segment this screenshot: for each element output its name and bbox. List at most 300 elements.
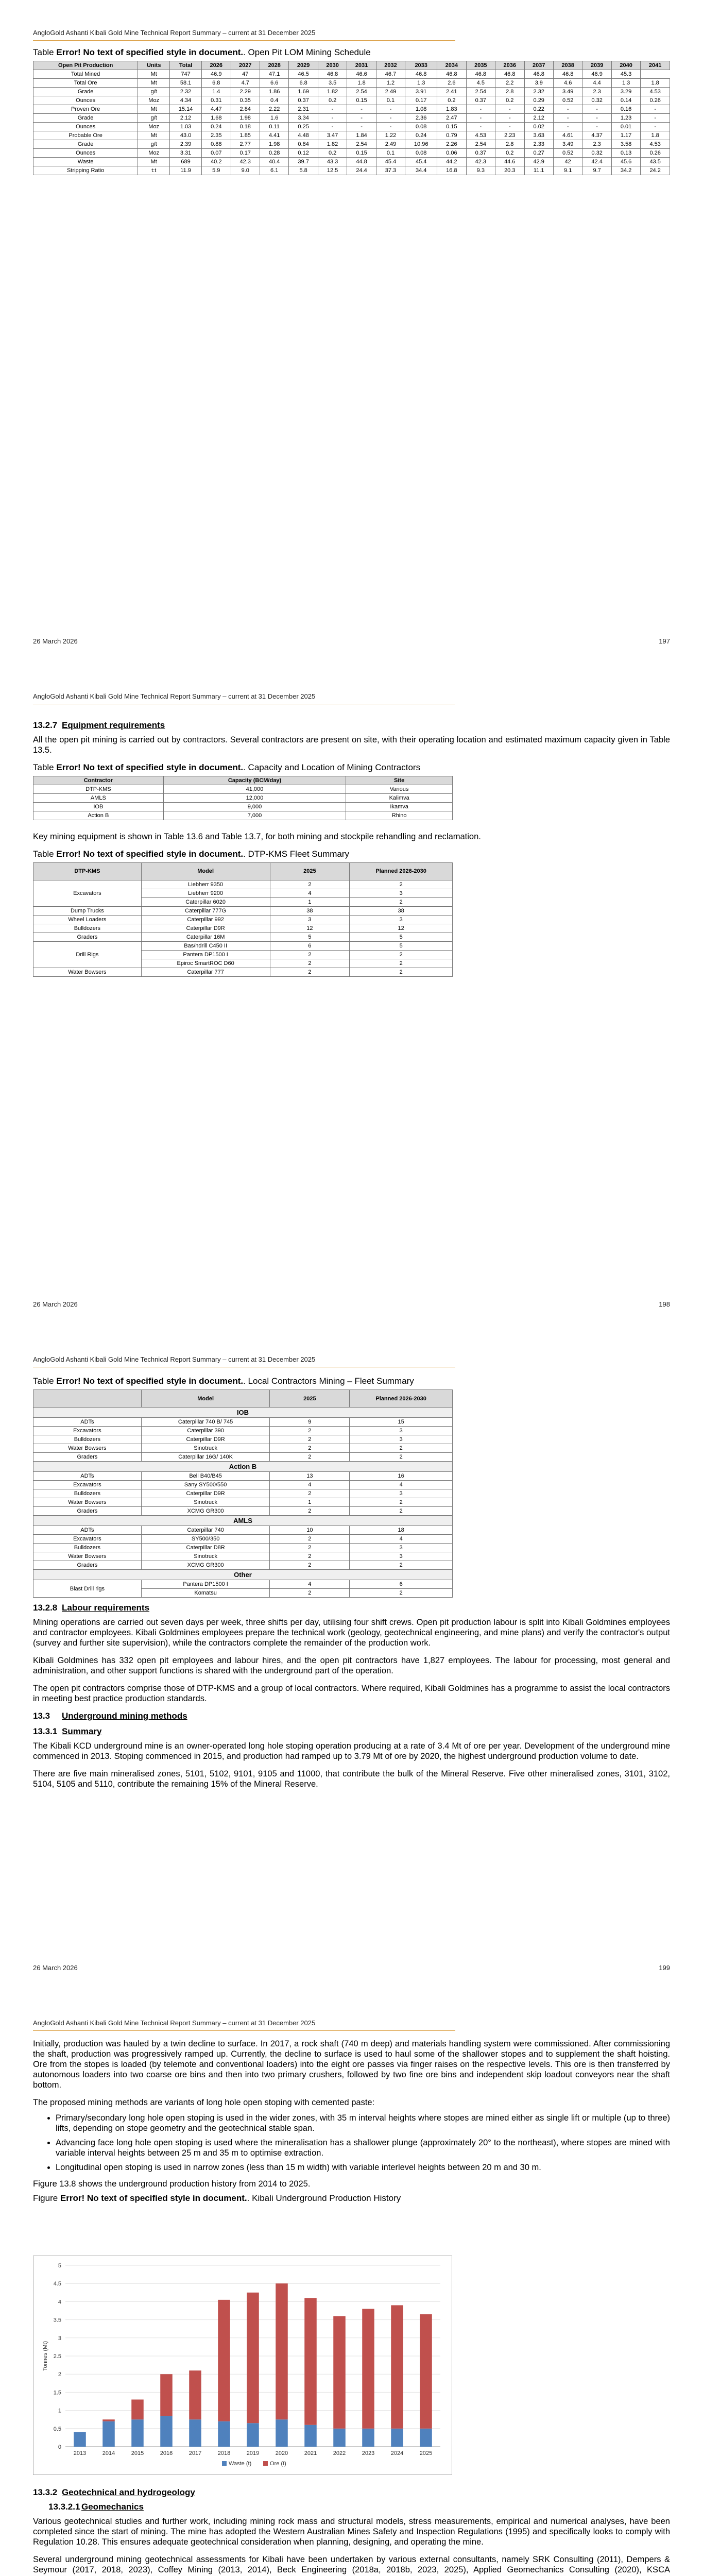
table-header-row — [33, 1390, 453, 1408]
table-cell: SY500/350 — [141, 1535, 270, 1544]
table-cell: Komatsu — [141, 1589, 270, 1598]
table-cell: 2 — [270, 959, 350, 968]
table-cell: Bas/ndrill C450 II — [141, 941, 270, 950]
table-cell: Caterpillar D8R — [141, 1544, 270, 1552]
table-cell: Probable Ore — [33, 131, 138, 140]
table-cell: 18 — [350, 1526, 453, 1535]
table-cell: 2 — [350, 1507, 453, 1516]
table-cell: 0.26 — [641, 149, 670, 158]
table-cell: 3 — [350, 889, 453, 897]
table-cell: 2.32 — [524, 88, 553, 96]
table-cell: 4 — [350, 1535, 453, 1544]
table-cell: 2 — [350, 1453, 453, 1462]
bar-waste-2015 — [131, 2419, 144, 2447]
page-content — [33, 47, 670, 175]
table-cell: 0.2 — [495, 149, 524, 158]
table-cell: Drill Rigs — [33, 941, 142, 968]
header-rule — [33, 2030, 455, 2031]
header-rule — [33, 40, 455, 41]
table-cell: 4 — [270, 889, 350, 897]
table-group-row — [33, 1462, 453, 1472]
table-cell: 47 — [231, 70, 260, 79]
list-item: • Primary/secondary long hole open stoping is used in the wider zones, with 35 m interval heights where stopes are mined either as single lift or multiple (up to three) lifts, depending on stope geometry and the geotechnical stable span. — [56, 2113, 670, 2133]
table-cell: Total Mined — [33, 70, 138, 79]
table-cell: - — [553, 105, 582, 114]
page-number: 199 — [659, 1963, 670, 1972]
table-cell: 2.47 — [437, 114, 466, 123]
table-cell: 4.48 — [289, 131, 318, 140]
table-cell: Moz — [138, 149, 170, 158]
table-header-cell: 2036 — [495, 61, 524, 70]
table-cell: Kalimva — [346, 793, 453, 802]
bar-ore-2024 — [391, 2305, 403, 2428]
table-cell: 4.61 — [553, 131, 582, 140]
x-tick-label: 2017 — [188, 2450, 202, 2456]
table-cell: 45.4 — [376, 158, 405, 166]
bar-ore-2021 — [304, 2298, 317, 2425]
table-header-cell — [33, 1390, 142, 1408]
table-cell: 1.03 — [170, 123, 202, 131]
table-cell: Graders — [33, 1453, 142, 1462]
table-cell: 4.53 — [466, 131, 495, 140]
table-cell: 0.14 — [611, 96, 640, 105]
table-cell: 39.7 — [289, 158, 318, 166]
table-cell: Bulldozers — [33, 924, 142, 933]
table-cell: 2 — [270, 1535, 350, 1544]
table-row — [33, 1453, 453, 1462]
table-cell: 46.8 — [466, 70, 495, 79]
table-cell: 46.9 — [582, 70, 611, 79]
table-cell: 1.8 — [641, 131, 670, 140]
table-cell: 6.8 — [289, 79, 318, 88]
table-cell: 4.53 — [641, 140, 670, 149]
table-cell: 44.6 — [495, 158, 524, 166]
table-cell: 2.39 — [170, 140, 202, 149]
table-cell: 2.49 — [376, 140, 405, 149]
table-cell: ADTs — [33, 1472, 142, 1481]
paragraph: Various geotechnical studies and further work, including mining rock mass and structural models, stress measurements, empirical and numerical analyses, have been completed since the start of mining. The mine has adopted the Western Australian Mines Safety and Inspection Regulations (1995) and specifically looks to comply with Regulation 10.28. This ensures adequate geotechnical consideration when planning, designing, and operating the mine. — [33, 2516, 670, 2547]
table-cell: DTP-KMS — [33, 785, 164, 793]
table-cell: 0.32 — [582, 149, 611, 158]
table-cell: 0.24 — [202, 123, 231, 131]
table-cell: Caterpillar 740 — [141, 1526, 270, 1535]
table-cell: Grade — [33, 140, 138, 149]
table-cell: 0.07 — [202, 149, 231, 158]
table-cell: 2.6 — [437, 79, 466, 88]
table-header-cell: 2029 — [289, 61, 318, 70]
bar-ore-2018 — [218, 2299, 230, 2421]
table-cell: 3.29 — [611, 88, 640, 96]
table-cell: Pantera DP1500 I — [141, 1580, 270, 1589]
table-cell: - — [641, 105, 670, 114]
table-row — [33, 915, 453, 924]
table-row — [33, 131, 670, 140]
table-cell: 0.2 — [318, 96, 347, 105]
table-cell: 3.47 — [318, 131, 347, 140]
table-cell: 46.8 — [318, 70, 347, 79]
table-row — [33, 793, 453, 802]
table-header-cell: Model — [141, 1390, 270, 1408]
x-tick-label: 2013 — [73, 2450, 87, 2456]
table-cell: - — [347, 123, 376, 131]
table-cell: Graders — [33, 1507, 142, 1516]
table-cell: 0.2 — [437, 96, 466, 105]
table-cell: 0.12 — [289, 149, 318, 158]
table-cell: 9.1 — [553, 166, 582, 175]
table-cell: Grade — [33, 114, 138, 123]
page-number: 197 — [659, 637, 670, 645]
table-caption: Table Error! No text of specified style in document.. Local Contractors Mining – Fleet Summary — [33, 1376, 414, 1386]
table-cell: - — [318, 114, 347, 123]
table-cell: 15.14 — [170, 105, 202, 114]
table-header-cell: 2040 — [611, 61, 640, 70]
table-header-row — [33, 862, 453, 880]
table-header-cell: Planned 2026-2030 — [350, 862, 453, 880]
table-cell: Other — [33, 1570, 453, 1580]
table-cell: 1.82 — [318, 140, 347, 149]
table-cell: 1.22 — [376, 131, 405, 140]
table-cell: 1.23 — [611, 114, 640, 123]
table-cell: 46.8 — [495, 70, 524, 79]
table-cell: 2 — [270, 950, 350, 959]
table-cell: 6 — [270, 941, 350, 950]
table-header-cell: 2039 — [582, 61, 611, 70]
table-cell: 46.8 — [405, 70, 437, 79]
list-item: • Advancing face long hole open stoping is used where the mineralisation has a shallower plunge (approximately 20° to the northeast), where stopes are mined with variable interval heights between 25 m and 35 m to optimise extraction. — [56, 2138, 670, 2158]
table-cell: IOB — [33, 1408, 453, 1418]
bar-waste-2023 — [362, 2428, 374, 2446]
bar-waste-2018 — [218, 2421, 230, 2446]
table-header-cell: 2025 — [270, 1390, 350, 1408]
table-cell: 4 — [270, 1481, 350, 1489]
table-cell: Excavators — [33, 1427, 142, 1435]
table-cell: Rhino — [346, 811, 453, 820]
table-cell: 2 — [350, 950, 453, 959]
table-cell: 4.34 — [170, 96, 202, 105]
table-cell: 46.6 — [347, 70, 376, 79]
table-row — [33, 166, 670, 175]
table-cell: 42.3 — [231, 158, 260, 166]
y-tick-label: 2 — [58, 2371, 61, 2378]
table-cell: 2 — [270, 1427, 350, 1435]
table-cell: Dump Trucks — [33, 906, 142, 915]
table-row — [33, 968, 453, 976]
table-cell: 0.15 — [347, 149, 376, 158]
table-cell: 1.3 — [611, 79, 640, 88]
bar-waste-2021 — [304, 2425, 317, 2446]
table-cell: 44.8 — [347, 158, 376, 166]
table-cell: 5.9 — [202, 166, 231, 175]
table-cell: 2.41 — [437, 88, 466, 96]
table-cell: Sinotruck — [141, 1444, 270, 1453]
figure-caption: Figure Error! No text of specified style in document.. Kibali Underground Production History — [33, 2193, 401, 2203]
table-cell: - — [347, 114, 376, 123]
table-cell: 3 — [350, 1489, 453, 1498]
table-row — [33, 158, 670, 166]
table-cell: Ikamva — [346, 802, 453, 811]
table-cell: 0.17 — [231, 149, 260, 158]
table-cell: 1 — [270, 1498, 350, 1507]
table-cell: 3.63 — [524, 131, 553, 140]
table-row — [33, 1489, 453, 1498]
table-cell: 0.26 — [641, 96, 670, 105]
table-cell: 1.8 — [347, 79, 376, 88]
table-cell: 2.3 — [582, 140, 611, 149]
table-row — [33, 1544, 453, 1552]
table-header-cell: 2041 — [641, 61, 670, 70]
footer-date: 26 March 2026 — [33, 1963, 78, 1972]
table-cell: 3.49 — [553, 88, 582, 96]
table-row — [33, 1507, 453, 1516]
bar-waste-2022 — [333, 2428, 346, 2446]
table-header-row — [33, 776, 453, 785]
table-cell: 2.77 — [231, 140, 260, 149]
table-cell: 0.35 — [231, 96, 260, 105]
table-cell: 10.96 — [405, 140, 437, 149]
y-tick-label: 1 — [58, 2408, 61, 2414]
table-row — [33, 70, 670, 79]
table-cell: ADTs — [33, 1418, 142, 1427]
table-caption: Table Error! No text of specified style in document.. Open Pit LOM Mining Schedule — [33, 47, 371, 57]
table-row — [33, 1526, 453, 1535]
table-header-cell: Contractor — [33, 776, 164, 785]
table-row — [33, 123, 670, 131]
table-cell: 2 — [350, 968, 453, 976]
table-cell: 3 — [350, 1552, 453, 1561]
table-cell: 11.1 — [524, 166, 553, 175]
table-cell: 12.5 — [318, 166, 347, 175]
x-tick-label: 2024 — [390, 2450, 404, 2456]
table-cell: 12 — [270, 924, 350, 933]
table-cell: g/t — [138, 114, 170, 123]
table-cell: 24.2 — [641, 166, 670, 175]
table-cell: 1.8 — [641, 79, 670, 88]
table-cell: - — [641, 123, 670, 131]
table-cell: Graders — [33, 1561, 142, 1570]
y-tick-label: 2.5 — [53, 2353, 61, 2360]
table-header-cell: 2038 — [553, 61, 582, 70]
table-cell: Liebherr 9350 — [141, 880, 270, 889]
table-cell: 2 — [350, 897, 453, 906]
table-cell: - — [582, 123, 611, 131]
footer-date: 26 March 2026 — [33, 637, 78, 645]
table-cell: - — [466, 114, 495, 123]
table-row — [33, 140, 670, 149]
table-cell: - — [641, 114, 670, 123]
table-cell: 2 — [270, 1507, 350, 1516]
page-content — [33, 715, 670, 977]
table-row — [33, 96, 670, 105]
table-cell: - — [495, 105, 524, 114]
footer-date: 26 March 2026 — [33, 1300, 78, 1308]
table-header-cell: Units — [138, 61, 170, 70]
table-cell: 2 — [350, 1498, 453, 1507]
table-header-cell: Capacity (BCM/day) — [163, 776, 346, 785]
table-cell: 0.22 — [524, 105, 553, 114]
x-tick-label: 2018 — [217, 2450, 231, 2456]
table-cell: 43.0 — [170, 131, 202, 140]
table-cell: 9.0 — [231, 166, 260, 175]
table-cell: 3 — [270, 915, 350, 924]
table-cell: 2.8 — [495, 140, 524, 149]
table-cell: 2 — [350, 1561, 453, 1570]
section-heading: 13.2.7 Equipment requirements — [33, 720, 165, 730]
table-header-cell: 2026 — [202, 61, 231, 70]
contractor-capacity-table — [33, 776, 453, 820]
table-cell: 3.31 — [170, 149, 202, 158]
table-cell: 0.37 — [289, 96, 318, 105]
table-cell: 44.2 — [437, 158, 466, 166]
bar-waste-2014 — [102, 2421, 115, 2446]
table-cell: 58.1 — [170, 79, 202, 88]
table-cell: 2.54 — [347, 88, 376, 96]
bar-ore-2023 — [362, 2309, 374, 2428]
table-cell: 0.2 — [495, 96, 524, 105]
table-cell: - — [376, 105, 405, 114]
table-cell: Water Bowsers — [33, 1552, 142, 1561]
table-header-cell: 2034 — [437, 61, 466, 70]
table-cell: Caterpillar D9R — [141, 1489, 270, 1498]
table-cell: 3.58 — [611, 140, 640, 149]
table-cell: 0.88 — [202, 140, 231, 149]
table-cell: 38 — [270, 906, 350, 915]
table-cell: 24.4 — [347, 166, 376, 175]
table-cell: 5 — [270, 933, 350, 941]
table-cell: Bulldozers — [33, 1435, 142, 1444]
table-row — [33, 1427, 453, 1435]
section-heading: 13.3 Underground mining methods — [33, 1711, 187, 1721]
table-cell: 0.08 — [405, 123, 437, 131]
table-cell: 4.5 — [466, 79, 495, 88]
table-cell: 0.08 — [405, 149, 437, 158]
y-tick-label: 1.5 — [53, 2389, 61, 2396]
legend-label: Ore (t) — [270, 2460, 286, 2467]
table-cell: 2 — [350, 959, 453, 968]
table-cell: t:t — [138, 166, 170, 175]
table-cell: 6.8 — [202, 79, 231, 88]
table-cell: Various — [346, 785, 453, 793]
bar-ore-2022 — [333, 2316, 346, 2428]
table-cell: 0.27 — [524, 149, 553, 158]
table-row — [33, 114, 670, 123]
table-header-cell: 2035 — [466, 61, 495, 70]
table-cell: 0.25 — [289, 123, 318, 131]
table-cell: 1.2 — [376, 79, 405, 88]
table-cell: 46.5 — [289, 70, 318, 79]
table-cell: 4.53 — [641, 88, 670, 96]
table-row — [33, 1561, 453, 1570]
page-200 — [0, 1990, 703, 2576]
table-cell: 9,000 — [163, 802, 346, 811]
table-cell: 2 — [270, 968, 350, 976]
table-cell: Mt — [138, 105, 170, 114]
table-cell: 45.3 — [611, 70, 640, 79]
table-cell: - — [318, 105, 347, 114]
table-cell: 1.83 — [437, 105, 466, 114]
y-tick-label: 3.5 — [53, 2317, 61, 2324]
legend-swatch — [263, 2461, 268, 2466]
table-cell: Caterpillar 390 — [141, 1427, 270, 1435]
table-cell: 0.29 — [524, 96, 553, 105]
table-cell: Blast Drill rigs — [33, 1580, 142, 1598]
table-cell: 0.16 — [611, 105, 640, 114]
table-cell: 2.84 — [231, 105, 260, 114]
table-cell: Water Bowsers — [33, 968, 142, 976]
table-cell: Action B — [33, 811, 164, 820]
table-header-cell: Open Pit Production — [33, 61, 138, 70]
table-cell: 3.5 — [318, 79, 347, 88]
table-cell: 9 — [270, 1418, 350, 1427]
table-cell: 4.7 — [231, 79, 260, 88]
bar-ore-2014 — [102, 2419, 115, 2421]
mining-methods-list — [56, 2113, 670, 2173]
table-cell: 2 — [270, 1552, 350, 1561]
table-row — [33, 149, 670, 158]
table-cell: 38 — [350, 906, 453, 915]
page-number: 198 — [659, 1300, 670, 1308]
table-cell: 3 — [350, 1435, 453, 1444]
table-cell: Action B — [33, 1462, 453, 1472]
table-cell: - — [376, 123, 405, 131]
paragraph: Key mining equipment is shown in Table 13.6 and Table 13.7, for both mining and stockpile rehandling and reclamation. — [33, 832, 481, 841]
table-cell: 42.9 — [524, 158, 553, 166]
table-cell: 5 — [350, 941, 453, 950]
table-cell: 16 — [350, 1472, 453, 1481]
table-row — [33, 105, 670, 114]
table-cell: - — [466, 105, 495, 114]
table-cell: g/t — [138, 88, 170, 96]
table-cell: 2.26 — [437, 140, 466, 149]
table-cell: 0.37 — [466, 149, 495, 158]
table-cell: Caterpillar 992 — [141, 915, 270, 924]
table-cell: 10 — [270, 1526, 350, 1535]
table-cell: Liebherr 9200 — [141, 889, 270, 897]
table-cell: 2.54 — [347, 140, 376, 149]
x-tick-label: 2025 — [419, 2450, 433, 2456]
table-cell: 1.17 — [611, 131, 640, 140]
bar-ore-2019 — [247, 2292, 259, 2422]
paragraph: Initially, production was hauled by a twin decline to surface. In 2017, a rock shaft (740 m deep) and materials handling system were commissioned. After commissioning the shaft, production was progressively ramped up. Currently, the decline to surface is used to haul some of the shallower stopes and to supplement the shaft hoisting. Ore from the stopes is loaded (by telemote and conventional loaders) into the eight ore passes via finger raises on the respective levels. This ore is then transferred by autonomous loaders into two coarse ore bins and then into two primary crushers, followed by two fine ore bins and independent skip loadout conveyors near the shaft bottom. — [33, 2039, 670, 2090]
table-cell: Caterpillar 777 — [141, 968, 270, 976]
paragraph: The open pit contractors comprise those of DTP-KMS and a group of local contractors. Where required, Kibali Goldmines has a programme to assist the local contractors in meeting best practice production standards. — [33, 1684, 670, 1703]
table-cell: 42.3 — [466, 158, 495, 166]
y-tick-label: 5 — [58, 2262, 61, 2269]
table-cell: AMLS — [33, 793, 164, 802]
table-cell: 2 — [270, 1561, 350, 1570]
table-cell: Moz — [138, 96, 170, 105]
table-group-row — [33, 1408, 453, 1418]
table-cell: 2.22 — [260, 105, 288, 114]
table-cell: 46.9 — [202, 70, 231, 79]
table-cell: 0.02 — [524, 123, 553, 131]
table-cell: 2.2 — [495, 79, 524, 88]
table-cell: 0.13 — [611, 149, 640, 158]
table-cell: 1.98 — [260, 140, 288, 149]
table-header-cell: Planned 2026-2030 — [350, 1390, 453, 1408]
table-cell: XCMG GR300 — [141, 1507, 270, 1516]
table-cell: 2.54 — [466, 140, 495, 149]
table-row — [33, 79, 670, 88]
table-cell: 37.3 — [376, 166, 405, 175]
table-cell: 3 — [350, 1427, 453, 1435]
table-header-cell: 2025 — [270, 862, 350, 880]
table-header-cell: 2033 — [405, 61, 437, 70]
page-content — [33, 1376, 670, 1797]
table-cell: 2 — [270, 880, 350, 889]
y-tick-label: 0 — [58, 2444, 61, 2450]
table-cell: Sinotruck — [141, 1552, 270, 1561]
table-cell: Caterpillar 6020 — [141, 897, 270, 906]
